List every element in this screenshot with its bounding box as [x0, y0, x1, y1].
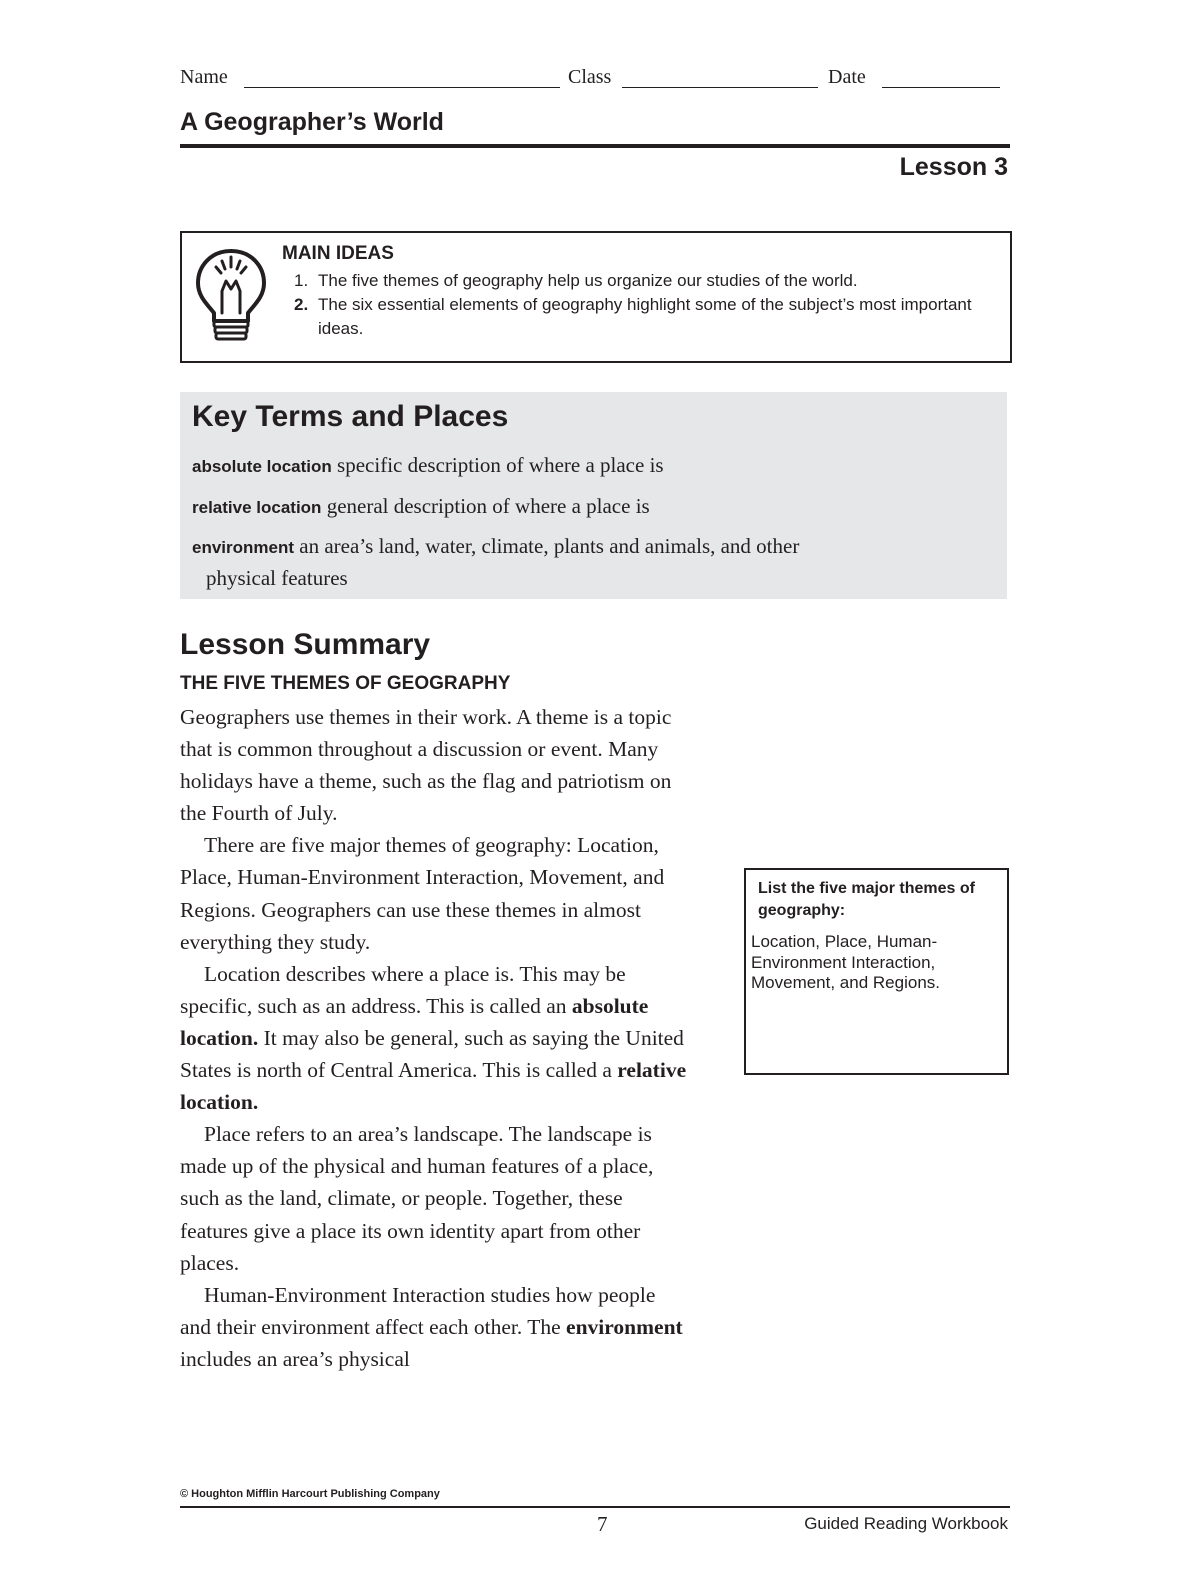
- side-question-answer[interactable]: Location, Place, Human-Environment Interaction, Movement, and Regions.: [751, 932, 940, 992]
- paragraph-text: includes an area’s physical: [180, 1346, 410, 1371]
- summary-body: [180, 701, 690, 1375]
- key-term-definition: an area’s land, water, climate, plants and animals, and other: [299, 534, 800, 558]
- key-term-entry: [192, 491, 972, 523]
- key-terms-box: [180, 392, 1007, 599]
- side-question-box: [744, 868, 1009, 1075]
- page-number: 7: [597, 1512, 608, 1536]
- header-fields: [180, 66, 1010, 94]
- bold-term: absolute location.: [180, 993, 649, 1050]
- footer-rule: [180, 1506, 1010, 1508]
- key-term: environment: [192, 538, 295, 557]
- side-question-prompt: List the five major themes of geography:: [758, 880, 975, 919]
- main-ideas-list: [282, 269, 1002, 341]
- summary-paragraph: Place refers to an area’s landscape. The landscape is made up of the physical and human features of a place, such as the land, climate, or people. Together, these features give a place its own identity apart from other places.: [180, 1122, 654, 1275]
- summary-paragraph: There are five major themes of geography: Location, Place, Human-Environment Interaction, Movement, and Regions. Geographers can use these themes in almost everything they study.: [180, 833, 665, 954]
- lightbulb-icon: [192, 245, 270, 345]
- summary-paragraph: [180, 1279, 690, 1375]
- main-idea-number: 1.: [294, 271, 309, 290]
- name-field-line[interactable]: [244, 87, 560, 88]
- main-idea-item: [282, 293, 1002, 341]
- key-term-definition-continued: physical features: [206, 566, 348, 590]
- section-subheading: THE FIVE THEMES OF GEOGRAPHY: [180, 673, 511, 694]
- key-term-entry: [192, 450, 972, 482]
- main-ideas-heading: MAIN IDEAS: [282, 243, 394, 264]
- bold-term: environment: [566, 1314, 683, 1339]
- main-idea-item: [282, 269, 1002, 293]
- chapter-title: A Geographer’s World: [180, 108, 444, 136]
- lesson-summary-heading: Lesson Summary: [180, 628, 431, 661]
- lesson-label: Lesson 3: [899, 153, 1008, 181]
- main-ideas-box: [180, 231, 1012, 363]
- date-field-line[interactable]: [882, 87, 1000, 88]
- key-term-definition: general description of where a place is: [326, 494, 650, 518]
- title-rule: [180, 144, 1010, 148]
- main-idea-number: 2.: [294, 295, 309, 314]
- main-idea-text: The five themes of geography help us organize our studies of the world.: [318, 271, 858, 290]
- class-label: Class: [568, 66, 612, 88]
- paragraph-text: It may also be general, such as saying the United States is north of Central America. This is called a: [180, 1025, 684, 1083]
- key-term: absolute location: [192, 457, 332, 476]
- key-term-entry: [192, 531, 972, 594]
- name-label: Name: [180, 66, 228, 88]
- paragraph-text: Human-Environment Interaction studies how people and their environment affect each other. The: [180, 1282, 656, 1339]
- workbook-title: Guided Reading Workbook: [804, 1514, 1008, 1533]
- summary-paragraph: Geographers use themes in their work. A theme is a topic that is common throughout a discussion or event. Many holidays have a theme, such as the flag and patriotism on the Fourth of July.: [180, 705, 672, 826]
- date-label: Date: [828, 66, 866, 88]
- copyright-notice: © Houghton Mifflin Harcourt Publishing Company: [180, 1488, 440, 1500]
- key-term-definition: specific description of where a place is: [337, 453, 664, 477]
- paragraph-text: Location describes where a place is. This may be specific, such as an address. This is called an: [180, 961, 626, 1018]
- key-term: relative location: [192, 498, 322, 517]
- class-field-line[interactable]: [622, 87, 818, 88]
- summary-paragraph: [180, 958, 690, 1118]
- main-idea-text: The six essential elements of geography highlight some of the subject’s most important ideas.: [318, 295, 972, 338]
- key-terms-heading: Key Terms and Places: [192, 400, 509, 433]
- bold-term: relative location.: [180, 1058, 687, 1115]
